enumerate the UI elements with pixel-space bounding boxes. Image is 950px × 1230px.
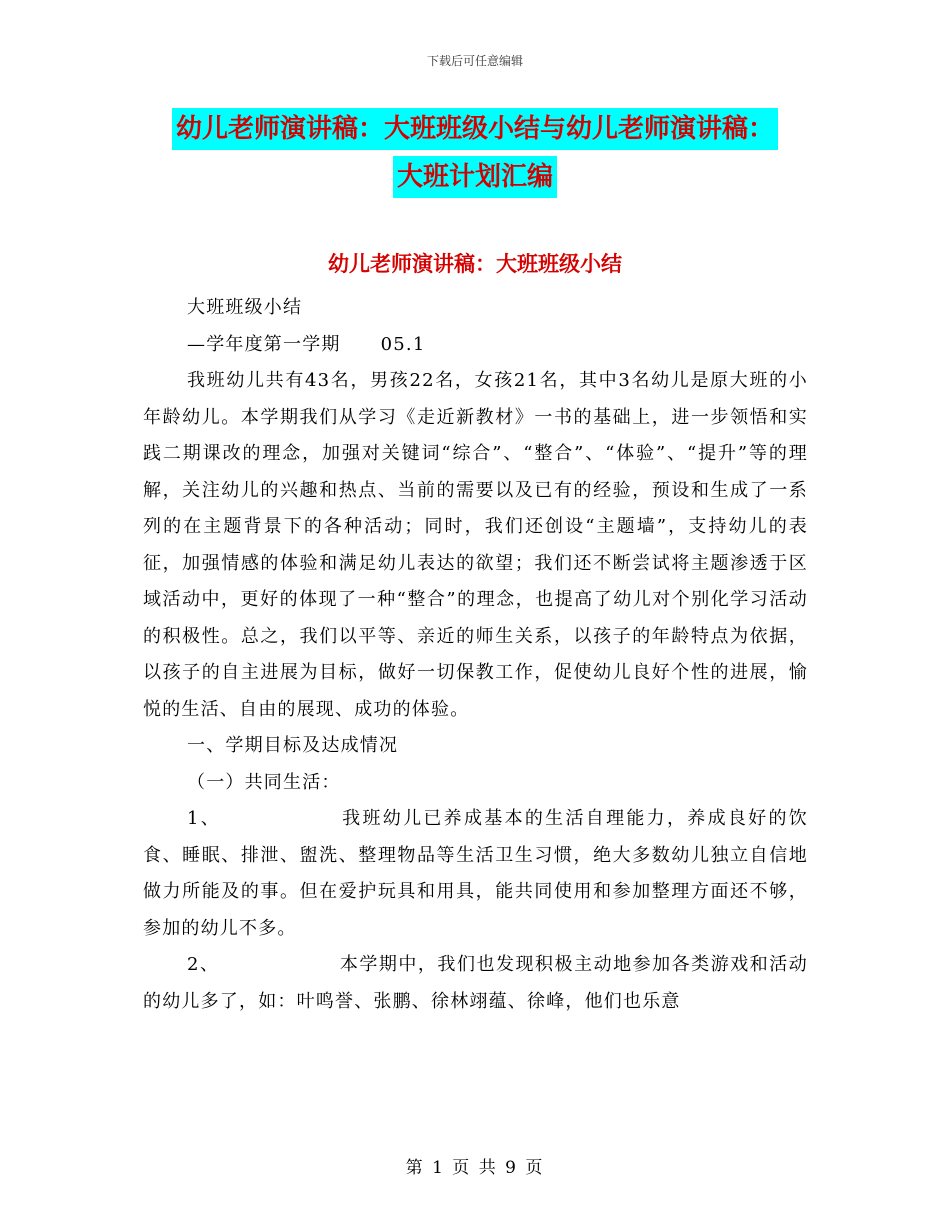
page-footer: 第 1 页 共 9 页: [405, 1158, 545, 1178]
term-label: —学年度第一学期: [187, 333, 341, 355]
paragraph-term: [143, 327, 808, 364]
term-date: 05.1: [380, 333, 426, 355]
document-body: [143, 290, 808, 1020]
paragraph-intro: 我班幼儿共有43名，男孩22名，女孩21名，其中3名幼儿是原大班的小年龄幼儿。本学期我们从学习《走近新教材》一书的基础上，进一步领悟和实践二期课改的理念，加强对关键词“综合”、“整合”、“体验”、“提升”等的理解，关注幼儿的兴趣和热点、当前的需要以及已有的经验，预设和生成了一系列的在主题背景下的各种活动；同时，我们还创设“主题墙”，支持幼儿的表征，加强情感的体验和满足幼儿表达的欲望；我们还不断尝试将主题渗透于区域活动中，更好的体现了一种“整合”的理念，也提高了幼儿对个别化学习活动的积极性。总之，我们以平等、亲近的师生关系，以孩子的年龄特点为依据，以孩子的自主进展为目标，做好一切保教工作，促使幼儿良好个性的进展，愉悦的生活、自由的展现、成功的体验。: [143, 370, 808, 720]
paragraph-subtitle: 大班班级小结: [187, 297, 303, 318]
section-title: 幼儿老师演讲稿：大班班级小结: [328, 252, 622, 276]
item-1-text: 我班幼儿已养成基本的生活自理能力，养成良好的饮食、睡眠、排泄、盥洗、整理物品等生活卫生习惯，绝大多数幼儿独立自信地做力所能及的事。但在爱护玩具和用具，能共同使用和参加整理方面还不够，参加的幼儿不多。: [143, 808, 808, 939]
document-title: [0, 108, 950, 198]
paragraph-item-1: [143, 801, 808, 947]
item-2-text: 本学期中，我们也发现积极主动地参加各类游戏和活动的幼儿多了，如：叶鸣誉、张鹏、徐林翊蕴、徐峰，他们也乐意: [143, 954, 808, 1012]
paragraph-item-2: [143, 947, 808, 1020]
title-line-2: 大班计划汇编: [393, 156, 557, 198]
item-2-number: 2、: [187, 954, 220, 975]
title-line-1: 幼儿老师演讲稿：大班班级小结与幼儿老师演讲稿：: [172, 108, 778, 150]
paragraph-subheading-life: （一）共同生活：: [187, 771, 341, 793]
item-1-number: 1、: [187, 808, 222, 829]
page-header: 下载后可任意编辑: [426, 54, 523, 68]
paragraph-heading-goals: 一、学期目标及达成情况: [187, 735, 399, 756]
